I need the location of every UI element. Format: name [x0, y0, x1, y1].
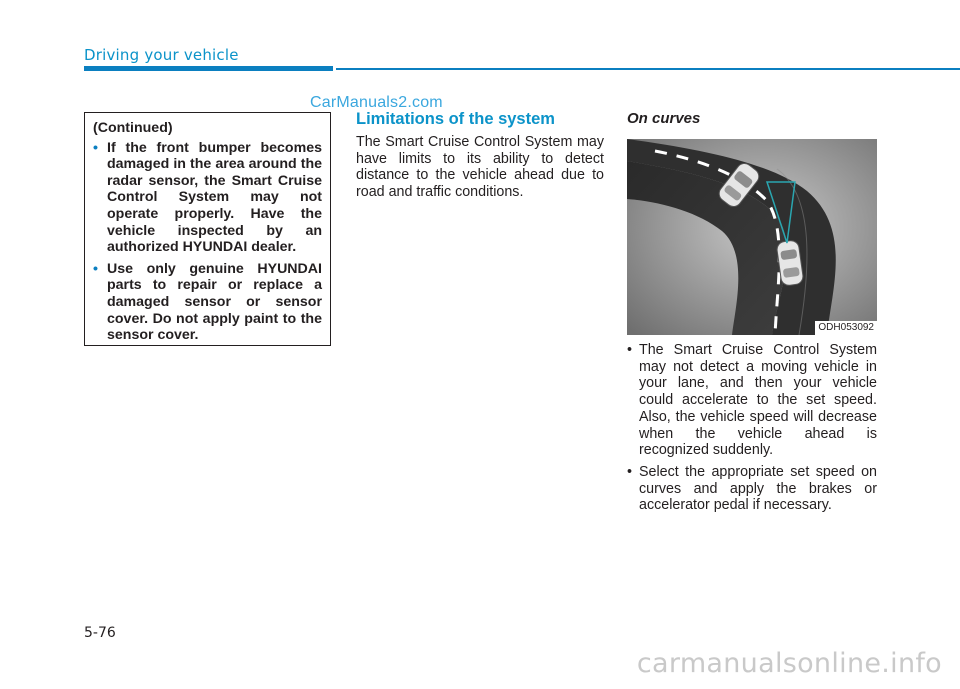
curve-road-svg	[627, 139, 877, 335]
page-number: 5-76	[84, 625, 116, 641]
section-title: Driving your vehicle	[84, 46, 239, 64]
header-rule-thin	[336, 68, 960, 70]
warning-item-bumper: • If the front bumper becomes damaged in the area around the radar sensor, the Smart Cruise Control System may not operate properly. Have the vehicle inspected by an authorized HYUNDAI dealer.	[93, 140, 322, 256]
warning-item-genuine-parts: • Use only genuine HYUNDAI parts to repair or replace a damaged sensor or sensor cover. Do not apply paint to the sensor cover.	[93, 261, 322, 344]
on-curves-heading: On curves	[627, 110, 701, 127]
warning-box	[84, 112, 331, 346]
header-rule-thick	[84, 66, 333, 71]
warning-continued: (Continued)	[93, 120, 173, 136]
limitations-heading: Limitations of the system	[356, 110, 555, 128]
limitations-body: The Smart Cruise Control System may have limits to its ability to detect distance to the vehicle ahead due to road and traffic conditions.	[356, 134, 604, 201]
bullet-set-speed: • Select the appropriate set speed on curves and apply the brakes or accelerator pedal if necessary.	[627, 464, 877, 514]
watermark-bottom: carmanualsonline.info	[636, 648, 942, 679]
on-curves-bullets	[627, 342, 877, 519]
watermark-top: CarManuals2.com	[310, 94, 443, 111]
figure-code: ODH053092	[815, 321, 877, 335]
curve-illustration	[627, 139, 877, 335]
bullet-detect-vehicle: • The Smart Cruise Control System may not detect a moving vehicle in your lane, and then your vehicle could accelerate to the set speed. Also, the vehicle speed will decrease when the vehicle ahead is recognized suddenly.	[627, 342, 877, 459]
